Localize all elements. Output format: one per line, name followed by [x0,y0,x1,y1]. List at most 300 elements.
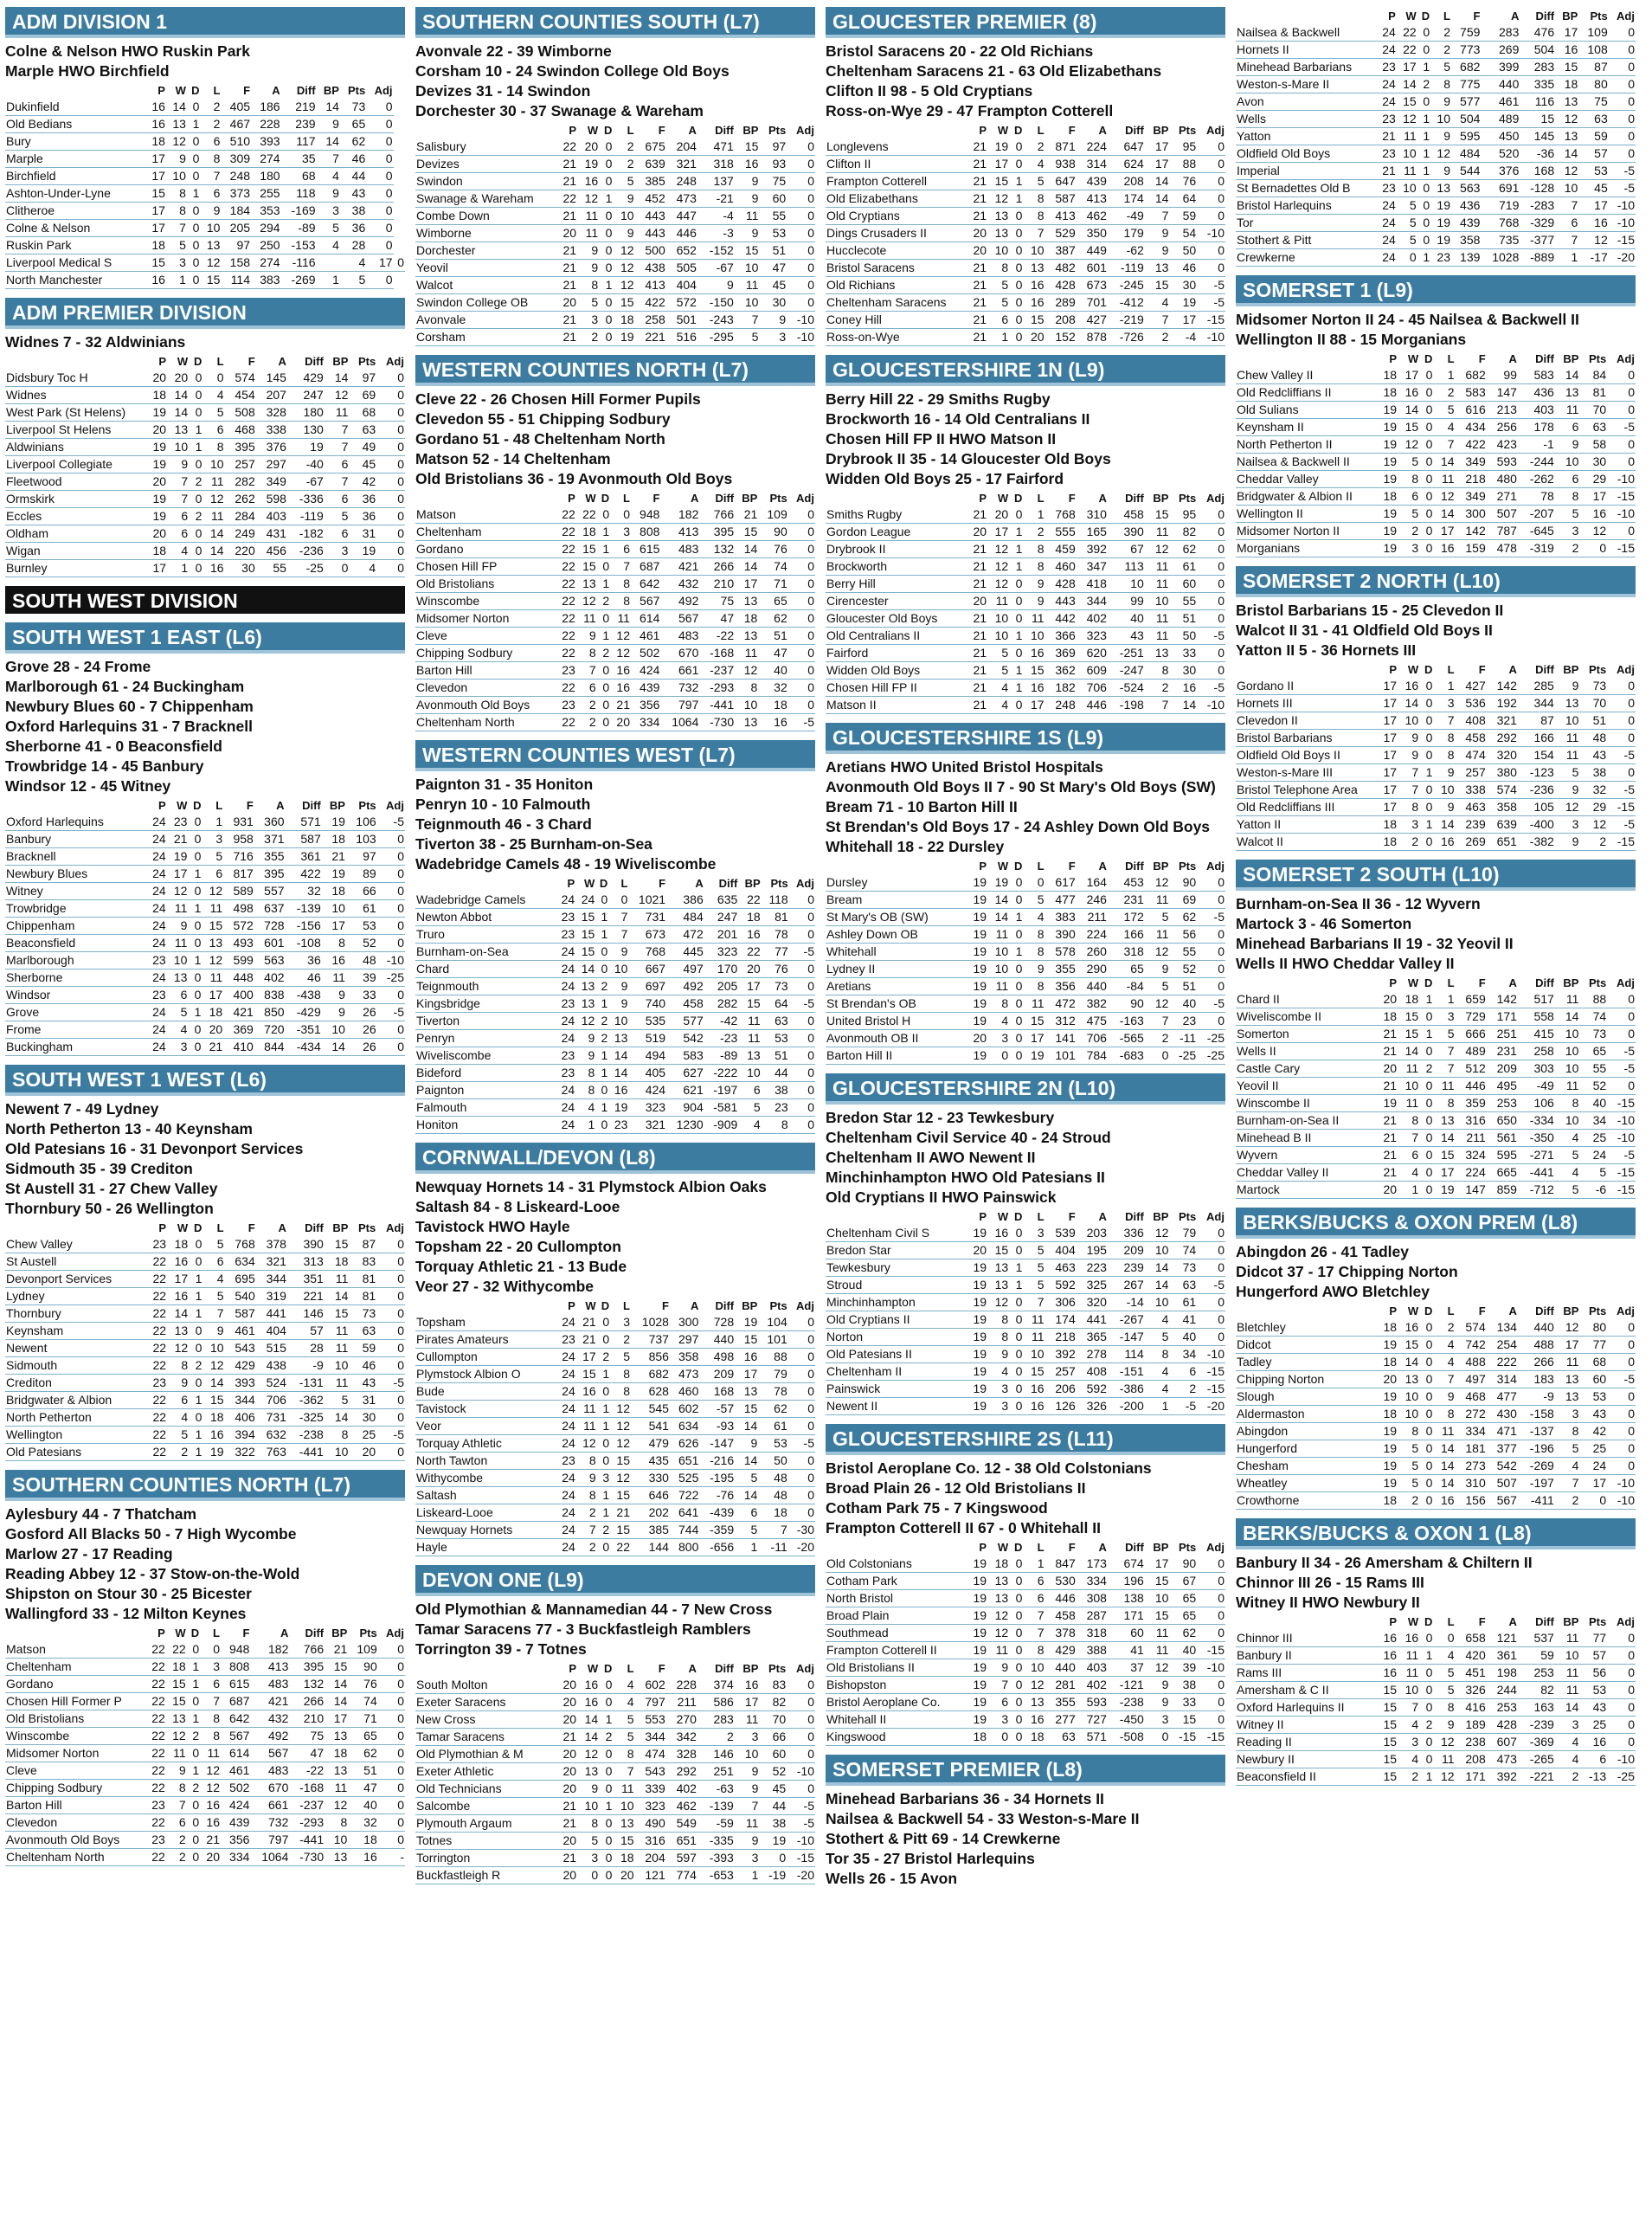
stat-cell: -216 [699,1453,735,1470]
stat-cell: 183 [1518,1371,1555,1388]
match-result: Matson 52 - 14 Cheltenham [415,450,611,467]
stat-cell: 33 [1169,1694,1197,1711]
stat-cell: 182 [660,506,699,524]
stat-cell: 0 [376,1236,405,1253]
column-header: A [278,355,286,368]
stat-cell: 21 [966,156,987,173]
stat-cell: 228 [666,1677,697,1694]
stat-cell: 0 [376,370,405,387]
stat-cell: 12 [1578,232,1608,249]
table-row [826,978,1225,995]
stat-cell: 4 [317,168,340,185]
team-name: Sherborne [5,970,145,987]
stat-cell: 62 [758,610,787,628]
team-name: Chosen Hill FP [415,558,556,576]
table-row [826,225,1225,242]
stat-cell: 75 [699,593,735,610]
stat-cell: 0 [787,190,815,208]
stat-cell: 446 [1045,1590,1077,1607]
stat-cell: 3 [610,1314,631,1331]
table-row [1236,1147,1636,1164]
stat-cell: 84 [1579,367,1607,384]
column-header: Diff [1125,1541,1144,1554]
stat-cell: 142 [1487,678,1518,695]
stat-cell: 290 [1077,961,1108,978]
stat-cell: 9 [1398,747,1419,764]
team-name: Lydney [5,1288,145,1305]
stat-cell: 5 [340,272,366,289]
stat-cell: 45 [759,1781,787,1798]
stat-cell: 775 [1451,76,1481,93]
stat-cell: 1 [317,272,340,289]
stat-cell: 18 [325,1745,348,1762]
stat-cell: 179 [1108,225,1145,242]
stat-cell: 48 [346,952,377,970]
stat-cell: 0 [1197,541,1225,558]
stat-cell: 16 [1023,1711,1045,1729]
match-result: Berry Hill 22 - 29 Smiths Rugby [826,390,1051,408]
stat-cell: -359 [699,1522,735,1539]
stat-cell: 121 [1487,1630,1518,1647]
stat-cell: 0 [377,883,405,900]
match-result: Newquay Hornets 14 - 31 Plymstock Albion Oaks [415,1178,767,1195]
stat-cell: 14 [1145,1259,1170,1277]
stat-cell: 18 [1376,488,1398,506]
stat-cell: 1230 [666,1117,704,1134]
team-name: Matson [5,1641,145,1659]
stat-cell: 195 [1077,1242,1108,1259]
match-result: Yatton II 5 - 36 Hornets III [1236,641,1417,659]
stat-cell: 244 [1487,1682,1518,1699]
stat-cell: 71 [348,1710,377,1728]
stat-cell: 14 [325,1676,348,1693]
stat-cell: 147 [1456,1182,1487,1199]
stat-cell: 495 [1487,1078,1518,1095]
stat-cell: 19 [966,1259,987,1277]
stat-cell: 0 [1009,1381,1023,1398]
table-row [5,1409,405,1427]
stat-cell: 17 [366,254,393,272]
stat-cell: 116 [1520,93,1555,111]
stat-cell: 0 [1419,1665,1433,1682]
stat-cell: 0 [599,242,613,260]
stat-cell: -139 [697,1798,735,1815]
stat-cell: 68 [1579,1354,1607,1371]
stat-cell: 198 [1487,1665,1518,1682]
stat-cell: 4 [1433,1647,1455,1665]
stat-cell: 0 [1417,232,1430,249]
stat-cell: 13 [1433,1112,1455,1130]
stat-cell: 369 [1045,645,1077,662]
stat-cell: -10 [787,1763,815,1781]
stat-cell: 0 [1417,42,1430,59]
stat-cell: 2 [1433,384,1455,402]
stat-cell: 51 [1169,978,1197,995]
stat-cell: 2 [1398,834,1419,851]
stat-cell: -10 [1609,197,1636,215]
stat-cell: 24 [1376,232,1397,249]
stat-cell: 0 [1419,1492,1433,1510]
stat-cell: 429 [225,1357,256,1375]
stat-cell: 24 [1376,215,1397,232]
match-result: Ross-on-Wye 29 - 47 Frampton Cotterell [826,102,1114,119]
stat-cell: 4 [1145,1381,1170,1398]
stat-cell: 1 [595,926,608,944]
stat-cell: -207 [1518,506,1555,523]
stat-cell: -10 [1607,471,1636,488]
stat-cell: 19 [287,439,325,456]
stat-cell: 63 [1579,419,1607,436]
stat-cell: 392 [1077,541,1108,558]
stat-cell: 14 [608,1065,628,1082]
stat-cell: 8 [200,1710,221,1728]
column-header: A [690,1299,699,1312]
stat-cell: 24 [145,883,167,900]
stat-cell: 4 [1433,1337,1455,1354]
stat-cell: 16 [735,156,760,173]
column-header: Adj [1617,976,1635,989]
table-row [415,1798,815,1815]
stat-cell: 23 [556,1331,576,1349]
stat-cell: 0 [377,831,405,848]
match-result: Bredon Star 12 - 23 Tewkesbury [826,1109,1055,1126]
league-section [1236,275,1636,557]
column-header: BP [1153,1210,1169,1223]
table-row [826,1346,1225,1363]
stat-cell: 8 [1398,1423,1419,1440]
stat-cell: 50 [1169,628,1197,645]
stat-cell: 768 [628,944,666,961]
table-row [5,1340,405,1357]
stat-cell: 5 [1023,173,1045,190]
stat-cell: 0 [788,506,815,524]
stat-cell: 0 [1419,1751,1433,1768]
stat-cell: 19 [322,814,346,831]
stat-cell: 601 [1077,260,1108,277]
stat-cell: 0 [1009,506,1023,524]
stat-cell: 15 [200,272,221,289]
stat-cell: 484 [1451,145,1481,163]
column-header: Pts [769,1299,787,1312]
stat-cell: -5 [1197,1277,1225,1294]
stat-cell: 0 [1197,1711,1225,1729]
stat-cell: 787 [1487,523,1518,540]
stat-cell: 458 [666,995,704,1013]
stat-cell: 20 [145,422,167,439]
stat-cell: 543 [635,1763,666,1781]
stat-cell: 418 [1077,576,1108,593]
stat-cell: -15 [1607,1182,1636,1199]
stat-cell: 766 [289,1641,325,1659]
column-header: Pts [1590,10,1608,23]
stat-cell: 5 [202,1288,224,1305]
stat-cell: 9 [735,190,760,208]
stat-cell: 168 [699,1383,735,1401]
stat-cell: -221 [1518,1768,1555,1786]
stat-cell: 323 [1077,628,1108,645]
stat-cell: 248 [221,168,251,185]
stat-cell: 29 [1579,471,1607,488]
stat-cell: 8 [167,1357,189,1375]
stat-cell: 0 [1607,1354,1636,1371]
stat-cell: 146 [697,1746,735,1763]
table-header-row [415,491,815,506]
stat-cell: 647 [1045,173,1077,190]
stat-cell: 20 [556,225,577,242]
stat-cell: -84 [1108,978,1145,995]
stat-cell: -5 [788,714,815,731]
stat-cell: 0 [1607,436,1636,454]
stat-cell: 0 [599,329,613,346]
stat-cell: -76 [699,1487,735,1504]
stat-cell: 468 [1456,1388,1487,1406]
match-result: Devizes 31 - 14 Swindon [415,82,591,100]
stat-cell: 8 [735,680,758,697]
stat-cell: 22 [145,1641,166,1659]
stat-cell: 254 [1487,1337,1518,1354]
stat-cell: 13 [1145,260,1170,277]
stat-cell: 13 [1555,384,1580,402]
stat-cell: 0 [366,220,393,237]
stat-cell: 11 [735,277,760,294]
table-row [415,156,815,173]
stat-cell: 18 [1376,1354,1398,1371]
table-row [1236,1008,1636,1026]
stat-cell: 483 [250,1676,289,1693]
stat-cell: -10 [1607,1492,1636,1510]
stat-cell: 0 [1607,523,1636,540]
table-row [415,892,815,909]
stat-cell: 593 [1077,1694,1108,1711]
stat-cell: 24 [145,935,167,952]
stat-cell: 13 [613,1815,634,1833]
stat-cell: 0 [376,387,405,404]
stat-cell: 17 [1376,764,1398,782]
stat-cell: 114 [1108,1346,1145,1363]
stat-cell: 12 [610,1435,631,1453]
stat-cell: 11 [1145,628,1170,645]
league-table [415,876,815,1134]
stat-cell: 297 [670,1331,699,1349]
stat-cell: 42 [349,473,376,491]
stat-cell: 646 [631,1487,670,1504]
stat-cell: 0 [599,1815,613,1833]
league-title: SOUTH WEST 1 EAST (L6) [5,622,405,654]
table-row [5,560,405,577]
column-header: Adj [1617,352,1635,365]
stat-cell: 948 [221,1641,250,1659]
table-row [415,1729,815,1746]
stat-cell: 0 [1607,1406,1636,1423]
league-section [826,7,1225,346]
match-result: Tamar Saracens 77 - 3 Buckfastleigh Ramblers [415,1620,751,1638]
stat-cell: 7 [317,151,340,168]
stat-cell: 16 [577,1694,599,1711]
stat-cell: 443 [635,208,666,225]
table-row [1236,678,1636,695]
stat-cell: 22 [145,1693,166,1710]
stat-cell: 13 [1555,1388,1580,1406]
column-2 [415,7,815,1893]
stat-cell: 4 [1023,156,1045,173]
stat-cell: 8 [1398,799,1419,816]
stat-cell: 18 [1376,1406,1398,1423]
stat-cell: 0 [788,541,815,558]
stat-cell: 83 [759,1677,787,1694]
stat-cell: 0 [1417,93,1430,111]
table-header-row [826,123,1225,138]
stat-cell: 19 [145,491,167,508]
stat-cell: 22 [145,1814,166,1832]
team-name: Walcot [415,277,556,294]
stat-cell: 97 [349,370,376,387]
stat-cell: 13 [987,1573,1009,1590]
column-header: D [194,355,202,368]
stat-cell: 51 [1579,712,1607,730]
stat-cell: 15 [1398,1337,1419,1354]
stat-cell: 448 [223,970,254,987]
column-header: Pts [769,492,787,505]
stat-cell: 15 [576,558,597,576]
stat-cell: 1 [188,900,202,918]
team-name: Nailsea & Backwell II [1236,454,1376,471]
team-name: Gordano [5,1676,145,1693]
stat-cell: -236 [1518,782,1555,799]
stat-cell: 1 [187,1762,200,1780]
league-section [5,1470,405,1866]
stat-cell: 516 [666,329,697,346]
match-result: Chosen Hill FP II HWO Matson II [826,430,1057,448]
stat-cell: 0 [377,987,405,1004]
team-name: Kingsbridge [415,995,556,1013]
stat-cell: 4 [340,254,366,272]
stat-cell: 11 [610,610,631,628]
match-result: Gosford All Blacks 50 - 7 High Wycombe [5,1525,297,1543]
match-result: Minehead Barbarians II 19 - 32 Yeovil II [1236,935,1514,952]
stat-cell: 438 [256,1357,287,1375]
stat-cell: 19 [987,138,1009,156]
column-header: Adj [1617,1304,1635,1317]
stat-cell: 355 [254,848,286,866]
stat-cell: 313 [287,1253,325,1271]
stat-cell: 12 [166,1728,187,1745]
stat-cell: 8 [762,1117,789,1134]
stat-cell: 5 [1579,1164,1607,1182]
stat-cell: 432 [660,576,699,593]
column-header: W [1407,976,1419,989]
stat-cell: 166 [1518,730,1555,747]
stat-cell: 1 [597,1366,610,1383]
table-header-row [1236,1304,1636,1319]
team-name: New Cross [415,1711,556,1729]
stat-cell: 17 [987,156,1009,173]
column-header: A [1098,860,1107,873]
column-header: BP [1563,1304,1579,1317]
team-name: Wellington [5,1427,145,1444]
table-row [415,524,815,541]
stat-cell: 15 [1398,1026,1419,1043]
team-column-header [1236,351,1376,367]
stat-cell: 21 [966,645,987,662]
stat-cell: 361 [1487,1647,1518,1665]
stat-cell: 3 [166,254,187,272]
match-result: Brockworth 16 - 14 Old Centralians II [826,410,1090,428]
stat-cell: 14 [325,370,350,387]
stat-cell: 22 [145,1427,167,1444]
team-name: Winscombe [5,1728,145,1745]
stat-cell: -22 [699,628,735,645]
stat-cell: -15 [1197,312,1225,329]
stat-cell: -137 [1518,1423,1555,1440]
stat-cell: 21 [556,312,577,329]
stat-cell: 42 [1579,1423,1607,1440]
stat-cell: 385 [635,173,666,190]
stat-cell: 768 [1481,215,1520,232]
stat-cell: 0 [1197,1311,1225,1329]
stat-cell: 361 [286,848,322,866]
column-header: BP [742,492,758,505]
stat-cell: 472 [666,926,704,944]
stat-cell: 81 [349,1271,376,1288]
stat-cell: 24 [556,944,575,961]
stat-cell: 0 [1607,1682,1636,1699]
stat-cell: 7 [1433,1043,1455,1060]
stat-cell: 323 [635,1798,666,1815]
team-name: Tiverton [415,1013,556,1030]
stat-cell: 16 [1578,215,1608,232]
table-row [1236,799,1636,816]
stat-cell: 9 [1433,1388,1455,1406]
league-title: SOMERSET 2 NORTH (L10) [1236,566,1636,597]
column-header: Diff [715,1299,735,1312]
stat-cell: 20 [167,370,189,387]
stat-cell: 0 [788,1331,815,1349]
stat-cell: 6 [735,1504,758,1522]
stat-cell: 8 [200,1728,221,1745]
stat-cell: 24 [145,866,167,883]
stat-cell: 88 [1169,156,1197,173]
stat-cell: 32 [348,1814,377,1832]
stat-cell: 15 [575,909,595,926]
stat-cell: 958 [223,831,254,848]
league-title: SOUTHERN COUNTIES SOUTH (L7) [415,7,815,38]
stat-cell: 66 [346,883,377,900]
stat-cell: 13 [1023,1694,1045,1711]
stat-cell: 41 [1108,1642,1145,1659]
stat-cell: 9 [1555,834,1580,851]
stat-cell: 0 [366,203,393,220]
league-table [415,1661,815,1884]
column-4 [1236,7,1636,1794]
stat-cell: 0 [1009,874,1023,892]
table-row [1236,1423,1636,1440]
stat-cell: 1 [189,422,202,439]
team-name: Broad Plain [826,1607,966,1625]
column-header: BP [331,1627,348,1639]
column-header: W [585,1299,596,1312]
stat-cell: 0 [788,1470,815,1487]
stat-cell: 11 [738,1013,761,1030]
stat-cell: 670 [250,1780,289,1797]
stat-cell: -15 [1607,540,1636,557]
stat-cell: 10 [1555,1060,1580,1078]
stat-cell: 542 [666,1030,704,1047]
stat-cell: 11 [1433,1423,1455,1440]
stat-cell: 16 [1579,506,1607,523]
stat-cell: 8 [610,593,631,610]
stat-cell: 6 [1398,488,1419,506]
stat-cell: 0 [789,1013,815,1030]
